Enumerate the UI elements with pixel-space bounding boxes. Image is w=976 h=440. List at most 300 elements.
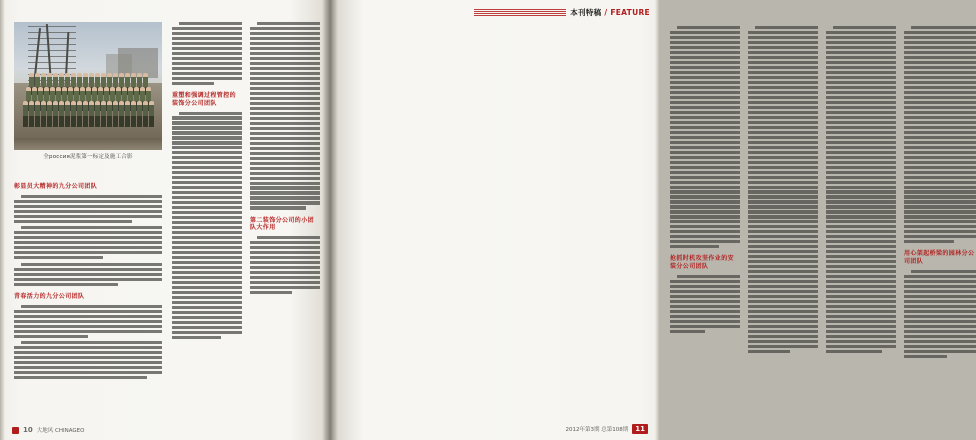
text-line bbox=[250, 107, 320, 110]
text-line bbox=[748, 285, 818, 288]
text-line bbox=[904, 101, 976, 104]
text-line bbox=[904, 340, 976, 343]
body-paragraph bbox=[14, 305, 162, 338]
text-line bbox=[250, 97, 320, 100]
text-line bbox=[670, 225, 740, 228]
text-line bbox=[172, 67, 242, 70]
text-line bbox=[21, 226, 162, 229]
photo-people-rows bbox=[14, 74, 162, 132]
text-line bbox=[250, 42, 320, 45]
text-line bbox=[172, 181, 242, 184]
text-line bbox=[748, 340, 818, 343]
text-line bbox=[14, 205, 162, 208]
text-line bbox=[670, 146, 740, 149]
text-line bbox=[826, 186, 896, 189]
text-line bbox=[748, 176, 818, 179]
text-line bbox=[250, 82, 320, 85]
text-line bbox=[748, 290, 818, 293]
text-line bbox=[14, 220, 132, 223]
text-line bbox=[904, 81, 976, 84]
text-line bbox=[250, 47, 320, 50]
text-line bbox=[826, 325, 896, 328]
text-line bbox=[826, 76, 896, 79]
body-paragraph bbox=[14, 263, 162, 286]
folio-mark-icon bbox=[12, 427, 19, 434]
text-line bbox=[172, 261, 242, 264]
text-line bbox=[748, 56, 818, 59]
text-line bbox=[826, 121, 896, 124]
text-line bbox=[670, 195, 740, 198]
text-line bbox=[257, 236, 320, 239]
text-line bbox=[826, 91, 896, 94]
text-line bbox=[826, 255, 896, 258]
text-line bbox=[172, 271, 242, 274]
text-line bbox=[670, 81, 740, 84]
text-line bbox=[748, 86, 818, 89]
text-line bbox=[250, 152, 320, 155]
text-line bbox=[250, 186, 320, 189]
text-line bbox=[250, 251, 320, 254]
text-line bbox=[172, 221, 242, 224]
text-line bbox=[250, 281, 320, 284]
text-line bbox=[670, 210, 740, 213]
text-line bbox=[14, 273, 162, 276]
text-line bbox=[14, 315, 162, 318]
text-line bbox=[670, 171, 740, 174]
text-line bbox=[748, 225, 818, 228]
body-paragraph bbox=[670, 26, 740, 248]
text-line bbox=[172, 266, 242, 269]
text-line bbox=[172, 82, 214, 85]
text-line bbox=[748, 166, 818, 169]
text-line bbox=[14, 335, 88, 338]
text-line bbox=[172, 121, 242, 124]
folio-right bbox=[566, 424, 649, 434]
text-line bbox=[826, 205, 896, 208]
text-line bbox=[904, 56, 976, 59]
text-line bbox=[250, 37, 320, 40]
text-line bbox=[904, 186, 976, 189]
text-line bbox=[172, 77, 242, 80]
text-line bbox=[670, 116, 740, 119]
text-line bbox=[172, 32, 242, 35]
text-line bbox=[172, 226, 242, 229]
text-line bbox=[826, 36, 896, 39]
text-line bbox=[172, 131, 242, 134]
text-line bbox=[826, 260, 896, 263]
text-line bbox=[748, 295, 818, 298]
left-column-3 bbox=[250, 22, 320, 424]
text-line bbox=[14, 371, 162, 374]
text-line bbox=[250, 241, 320, 244]
text-line bbox=[826, 56, 896, 59]
text-line bbox=[904, 161, 976, 164]
text-line bbox=[904, 355, 947, 358]
photo-figure bbox=[14, 22, 162, 150]
text-line bbox=[748, 141, 818, 144]
text-line bbox=[904, 126, 976, 129]
body-paragraph bbox=[826, 26, 896, 353]
text-line bbox=[904, 121, 976, 124]
text-line bbox=[904, 240, 954, 243]
text-line bbox=[172, 326, 242, 329]
text-line bbox=[250, 167, 320, 170]
text-line bbox=[904, 310, 976, 313]
text-line bbox=[904, 195, 976, 198]
text-line bbox=[670, 295, 740, 298]
text-line bbox=[172, 186, 242, 189]
text-line bbox=[748, 41, 818, 44]
text-line bbox=[748, 106, 818, 109]
text-line bbox=[250, 261, 320, 264]
text-line bbox=[826, 146, 896, 149]
text-line bbox=[179, 112, 242, 115]
text-line bbox=[670, 46, 740, 49]
text-line bbox=[826, 275, 896, 278]
text-line bbox=[826, 235, 896, 238]
text-line bbox=[904, 51, 976, 54]
text-line bbox=[250, 92, 320, 95]
text-line bbox=[904, 305, 976, 308]
text-line bbox=[748, 31, 818, 34]
text-line bbox=[748, 61, 818, 64]
text-line bbox=[172, 47, 242, 50]
text-line bbox=[904, 176, 976, 179]
text-line bbox=[670, 51, 740, 54]
text-line bbox=[250, 32, 320, 35]
text-line bbox=[14, 310, 162, 313]
text-line bbox=[826, 126, 896, 129]
text-line bbox=[826, 46, 896, 49]
text-line bbox=[250, 147, 320, 150]
body-paragraph bbox=[14, 341, 162, 379]
text-line bbox=[748, 325, 818, 328]
text-line bbox=[172, 231, 242, 234]
text-line bbox=[826, 151, 896, 154]
text-line bbox=[172, 296, 242, 299]
text-line bbox=[904, 76, 976, 79]
text-line bbox=[904, 61, 976, 64]
text-line bbox=[826, 31, 896, 34]
text-line bbox=[250, 172, 320, 175]
body-paragraph bbox=[14, 226, 162, 259]
text-line bbox=[250, 157, 320, 160]
text-line bbox=[172, 62, 242, 65]
body-paragraph bbox=[172, 22, 242, 85]
folio-label: 2012年第3期 总第108期 bbox=[565, 427, 629, 433]
text-line bbox=[172, 246, 242, 249]
text-line bbox=[826, 300, 896, 303]
text-line bbox=[748, 230, 818, 233]
section-subheading: 青春活力的九分公司团队 bbox=[14, 292, 85, 300]
text-line bbox=[250, 142, 320, 145]
text-line bbox=[250, 87, 320, 90]
left-page bbox=[0, 0, 330, 440]
text-line bbox=[670, 190, 740, 193]
text-line bbox=[826, 245, 896, 248]
text-line bbox=[748, 121, 818, 124]
right-column-2 bbox=[748, 26, 818, 424]
text-line bbox=[172, 311, 242, 314]
right-column-1 bbox=[670, 26, 740, 424]
text-line bbox=[748, 335, 818, 338]
text-line bbox=[826, 116, 896, 119]
text-line bbox=[748, 255, 818, 258]
text-line bbox=[904, 41, 976, 44]
text-line bbox=[172, 321, 242, 324]
text-line bbox=[748, 190, 818, 193]
text-line bbox=[904, 91, 976, 94]
section-header-divider: / bbox=[604, 8, 608, 17]
text-line bbox=[748, 186, 818, 189]
folio-page-number: 10 bbox=[23, 426, 33, 434]
text-line bbox=[748, 240, 818, 243]
text-line bbox=[172, 146, 242, 149]
text-line bbox=[748, 280, 818, 283]
text-line bbox=[250, 201, 320, 204]
text-line bbox=[826, 81, 896, 84]
text-line bbox=[826, 305, 896, 308]
text-line bbox=[748, 91, 818, 94]
text-line bbox=[670, 56, 740, 59]
text-line bbox=[172, 281, 242, 284]
text-line bbox=[172, 141, 242, 144]
text-line bbox=[826, 330, 896, 333]
text-line bbox=[826, 310, 896, 313]
body-paragraph bbox=[172, 112, 242, 339]
text-line bbox=[250, 57, 320, 60]
text-line bbox=[748, 330, 818, 333]
text-line bbox=[670, 290, 740, 293]
text-line bbox=[748, 101, 818, 104]
text-line bbox=[670, 280, 740, 283]
text-line bbox=[748, 131, 818, 134]
folio-page-number: 11 bbox=[632, 424, 648, 434]
text-line bbox=[250, 286, 320, 289]
text-line bbox=[826, 66, 896, 69]
text-line bbox=[670, 305, 740, 308]
text-line bbox=[670, 220, 740, 223]
text-line bbox=[14, 366, 162, 369]
text-line bbox=[14, 320, 162, 323]
text-line bbox=[748, 210, 818, 213]
text-line bbox=[904, 146, 976, 149]
text-line bbox=[172, 27, 242, 30]
text-line bbox=[826, 195, 896, 198]
text-line bbox=[755, 26, 818, 29]
text-line bbox=[748, 275, 818, 278]
text-line bbox=[911, 270, 976, 273]
text-line bbox=[172, 42, 242, 45]
text-line bbox=[250, 117, 320, 120]
text-line bbox=[826, 51, 896, 54]
text-line bbox=[748, 96, 818, 99]
body-paragraph bbox=[748, 26, 818, 353]
text-line bbox=[179, 22, 242, 25]
text-line bbox=[14, 246, 162, 249]
text-line bbox=[904, 156, 976, 159]
text-line bbox=[826, 141, 896, 144]
text-line bbox=[172, 301, 242, 304]
text-line bbox=[748, 320, 818, 323]
text-line bbox=[172, 196, 242, 199]
text-line bbox=[670, 126, 740, 129]
text-line bbox=[172, 241, 242, 244]
body-paragraph bbox=[250, 236, 320, 294]
text-line bbox=[904, 190, 976, 193]
text-line bbox=[748, 270, 818, 273]
text-line bbox=[826, 101, 896, 104]
text-line bbox=[670, 240, 740, 243]
text-line bbox=[670, 66, 740, 69]
text-line bbox=[748, 71, 818, 74]
text-line bbox=[250, 72, 320, 75]
text-line bbox=[250, 246, 320, 249]
text-line bbox=[826, 270, 896, 273]
text-line bbox=[748, 200, 818, 203]
text-line bbox=[826, 295, 896, 298]
text-line bbox=[172, 286, 242, 289]
text-line bbox=[904, 225, 976, 228]
text-line bbox=[172, 116, 242, 119]
body-paragraph bbox=[14, 195, 162, 223]
text-line bbox=[670, 91, 740, 94]
text-line bbox=[172, 291, 242, 294]
text-line bbox=[826, 106, 896, 109]
text-line bbox=[172, 72, 242, 75]
section-header-label bbox=[570, 7, 650, 18]
text-line bbox=[826, 156, 896, 159]
text-line bbox=[748, 46, 818, 49]
text-line bbox=[826, 200, 896, 203]
text-line bbox=[172, 57, 242, 60]
text-line bbox=[826, 335, 896, 338]
text-line bbox=[670, 131, 740, 134]
text-line bbox=[670, 330, 705, 333]
text-line bbox=[670, 71, 740, 74]
text-line bbox=[904, 106, 976, 109]
text-line bbox=[670, 235, 740, 238]
text-line bbox=[670, 320, 740, 323]
text-line bbox=[670, 181, 740, 184]
text-line bbox=[250, 67, 320, 70]
text-line bbox=[250, 266, 320, 269]
right-column-4 bbox=[904, 26, 976, 424]
text-line bbox=[904, 285, 976, 288]
text-line bbox=[250, 27, 320, 30]
section-subheading: 抢抓时机攻坚作业的安装分公司团队 bbox=[670, 255, 735, 271]
text-line bbox=[904, 36, 976, 39]
text-line bbox=[904, 320, 976, 323]
text-line bbox=[21, 195, 162, 198]
text-line bbox=[250, 182, 320, 185]
text-line bbox=[172, 161, 242, 164]
text-line bbox=[748, 245, 818, 248]
text-line bbox=[826, 41, 896, 44]
text-line bbox=[748, 205, 818, 208]
text-line bbox=[670, 41, 740, 44]
text-line bbox=[670, 86, 740, 89]
text-line bbox=[904, 215, 976, 218]
text-line bbox=[14, 215, 162, 218]
text-line bbox=[826, 230, 896, 233]
text-line bbox=[748, 265, 818, 268]
text-line bbox=[14, 210, 162, 213]
right-page-edge bbox=[655, 0, 660, 440]
text-line bbox=[904, 205, 976, 208]
text-line bbox=[904, 131, 976, 134]
text-line bbox=[14, 200, 162, 203]
text-line bbox=[670, 176, 740, 179]
text-line bbox=[250, 122, 320, 125]
text-line bbox=[904, 220, 976, 223]
text-line bbox=[172, 156, 242, 159]
text-line bbox=[670, 121, 740, 124]
text-line bbox=[904, 300, 976, 303]
left-column-2 bbox=[172, 22, 242, 424]
text-line bbox=[826, 240, 896, 243]
text-line bbox=[826, 171, 896, 174]
text-line bbox=[748, 156, 818, 159]
text-line bbox=[826, 86, 896, 89]
text-line bbox=[904, 31, 976, 34]
text-line bbox=[748, 151, 818, 154]
text-line bbox=[904, 46, 976, 49]
text-line bbox=[748, 315, 818, 318]
text-line bbox=[14, 241, 162, 244]
text-line bbox=[14, 231, 162, 234]
text-line bbox=[21, 341, 162, 344]
group-photo-construction-site bbox=[14, 22, 162, 150]
text-line bbox=[904, 141, 976, 144]
section-subheading: 彰显员大精神的九分公司团队 bbox=[14, 183, 98, 190]
text-line bbox=[21, 305, 162, 308]
text-line bbox=[748, 181, 818, 184]
text-line bbox=[826, 320, 896, 323]
text-line bbox=[670, 310, 740, 313]
text-line bbox=[826, 190, 896, 193]
text-line bbox=[826, 111, 896, 114]
text-line bbox=[670, 31, 740, 34]
text-line bbox=[250, 291, 292, 294]
body-paragraph bbox=[904, 270, 976, 358]
text-line bbox=[670, 230, 740, 233]
text-line bbox=[670, 106, 740, 109]
text-line bbox=[172, 176, 242, 179]
text-line bbox=[172, 276, 242, 279]
photo-caption: 全россия泥浆第一标定及施工合影 bbox=[43, 154, 133, 160]
text-line bbox=[826, 71, 896, 74]
text-line bbox=[172, 151, 242, 154]
text-line bbox=[904, 66, 976, 69]
text-line bbox=[670, 245, 719, 248]
text-line bbox=[826, 350, 882, 353]
text-line bbox=[250, 77, 320, 80]
text-line bbox=[250, 162, 320, 165]
text-line bbox=[904, 330, 976, 333]
text-line bbox=[748, 51, 818, 54]
text-line bbox=[670, 200, 740, 203]
text-line bbox=[172, 236, 242, 239]
text-line bbox=[826, 210, 896, 213]
text-line bbox=[250, 127, 320, 130]
text-line bbox=[904, 111, 976, 114]
text-line bbox=[826, 166, 896, 169]
text-line bbox=[172, 251, 242, 254]
text-line bbox=[748, 36, 818, 39]
text-line bbox=[904, 325, 976, 328]
text-line bbox=[748, 171, 818, 174]
